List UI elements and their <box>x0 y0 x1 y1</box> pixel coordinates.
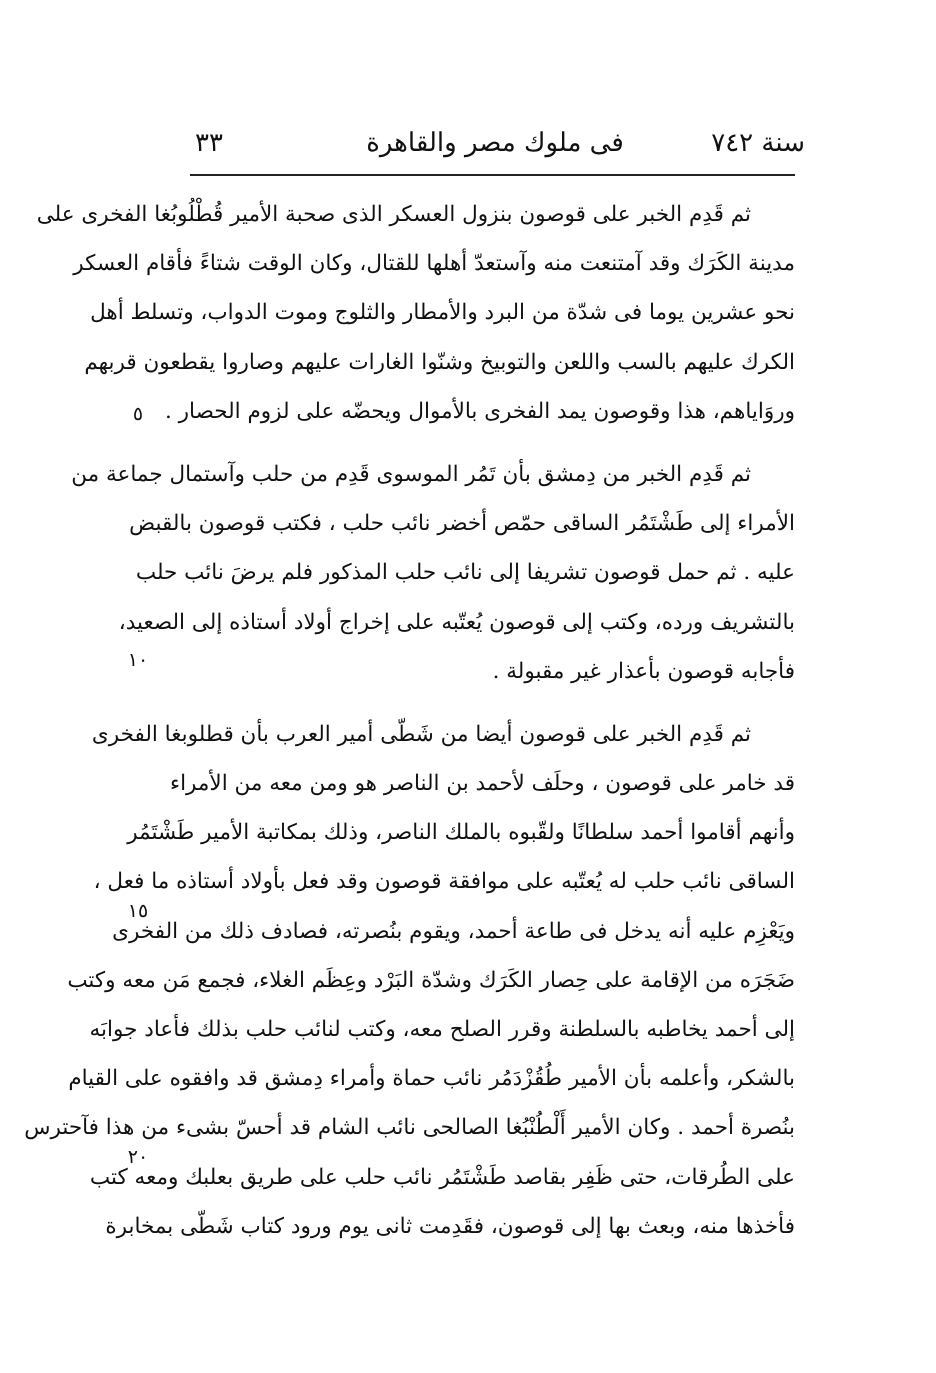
paragraph-gap <box>192 436 795 450</box>
running-header <box>185 118 805 168</box>
line-number-15: ١٥ <box>127 900 149 922</box>
text-line: الأمراء إلى طَشْتَمُر الساقى حمّص أخضر نائب حلب ، فكتب قوصون بالقبض <box>129 511 795 537</box>
text-line: بالتشريف ورده، وكتب إلى قوصون يُعتّبه على إخراج أولاد أستاذه إلى الصعيد، <box>118 609 795 635</box>
text-line: ثم قَدِم الخبر على قوصون أيضا من شَطّى أمير العرب بأن قطلوبغا الفخرى <box>91 721 751 747</box>
page-number: ٣٣ <box>195 128 223 158</box>
line-number-5: ٥ <box>132 403 144 425</box>
text-line: بالشكر، وأعلمه بأن الأمير طُقُزْدَمُر نائب حماة وأمراء دِمشق قد وافقوه على القيام <box>68 1066 795 1092</box>
header-year: سنة ٧٤٢ <box>711 128 805 158</box>
text-line: ثم قَدِم الخبر من دِمشق بأن تَمُر الموسوى قَدِم من حلب وآستمال جماعة من <box>71 461 751 487</box>
text-line: الكرك عليهم بالسب واللعن والتوبيخ وشنّوا الغارات عليهم وصاروا يقطعون قربهم <box>84 349 795 375</box>
text-line: فأخذها منه، وبعث بها إلى قوصون، فقَدِمت ثانى يوم ورود كتاب شَطّى بمخابرة <box>105 1213 795 1239</box>
line-number-20: ٢٠ <box>127 1146 149 1168</box>
text-line: على الطُرقات، حتى ظَفِر بقاصد طَشْتَمُر نائب حلب على طريق بعلبك ومعه كتب <box>89 1164 795 1190</box>
paragraph <box>36 190 795 436</box>
paragraph-gap <box>192 696 795 710</box>
header-rule <box>190 174 795 176</box>
text-line: عليه . ثم حمل قوصون تشريفا إلى نائب حلب المذكور فلم يرضَ نائب حلب <box>135 560 795 586</box>
text-line: نحو عشرين يوما فى شدّة من البرد والأمطار والثلوج وموت الدواب، وتسلط أهل <box>90 300 795 326</box>
text-line: إلى أحمد يخاطبه بالسلطنة وقرر الصلح معه، وكتب لنائب حلب بذلك فأعاد جوابَه <box>89 1017 795 1042</box>
text-line: وأنهم أقاموا أحمد سلطانًا ولقّبوه بالملك الناصر، وذلك بمكاتبة الأمير طَشْتَمُر <box>127 820 795 846</box>
text-line: ثم قَدِم الخبر على قوصون بنزول العسكر الذى صحبة الأمير قُطْلُوبُغا الفخرى على <box>36 202 751 227</box>
text-line: ويَعْزِم عليه أنه يدخل فى طاعة أحمد، ويقوم بنُصرته، فصادف ذلك من الفخرى <box>112 918 795 944</box>
text-line: وروَاياهم، هذا وقوصون يمد الفخرى بالأموال ويحضّه على لزوم الحصار . <box>165 398 795 424</box>
text-line: مدينة الكَرَك وقد آمتنعت منه وآستعدّ أهلها للقتال، وكان الوقت شتاءً فأقام العسكر <box>73 251 795 277</box>
text-line: قد خامر على قوصون ، وحلَف لأحمد بن الناصر هو ومن معه من الأمراء <box>169 771 795 797</box>
line-number-10: ١٠ <box>127 649 149 671</box>
header-title: فى ملوك مصر والقاهرة <box>366 128 624 158</box>
text-line: الساقى نائب حلب له يُعتّبه على موافقة قوصون وقد فعل بأولاد أستاذه ما فعل ، <box>93 869 795 895</box>
text-line: بنُصرة أحمد . وكان الأمير أَلْطُنْبُغا الصالحى نائب الشام قد أحسّ بشىء من هذا فآحترس <box>24 1115 795 1141</box>
text-line: فأجابه قوصون بأعذار غير مقبولة . <box>492 658 795 684</box>
text-line: ضَجَرَه من الإقامة على حِصار الكَرَك وشدّة البَرْد وعِظَم الغلاء، فجمع مَن معه وكتب <box>67 967 795 993</box>
